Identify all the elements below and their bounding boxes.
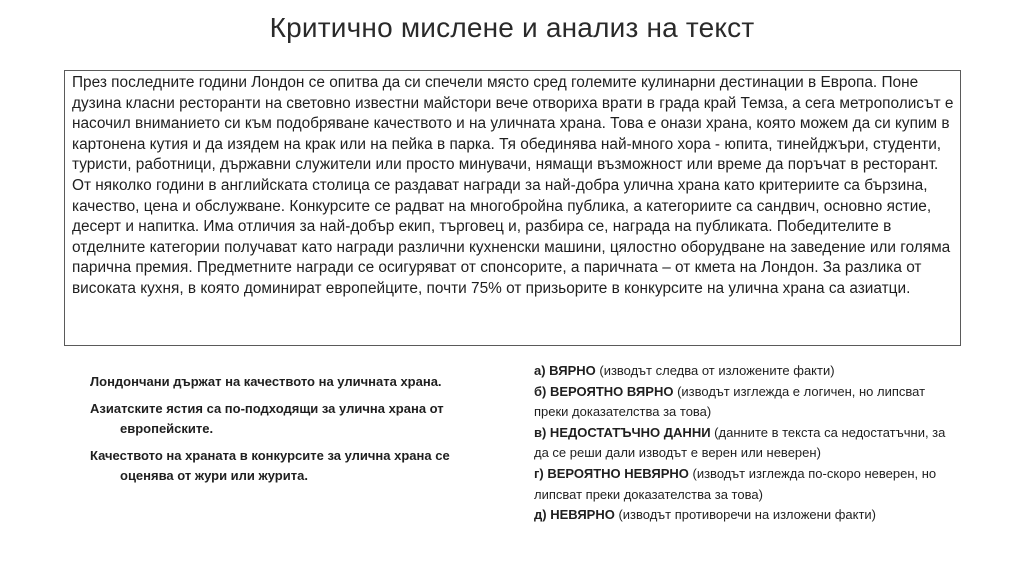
statement-item: Азиатските ястия са по-подходящи за улична храна от европейските. — [90, 401, 444, 436]
slide-title: Критично мислене и анализ на текст — [269, 12, 755, 43]
statement-item: Лондончани държат на качеството на уличната храна. — [90, 374, 442, 389]
answer-option-insufficient-data — [534, 423, 954, 464]
option-description: (изводът следва от изложените факти) — [595, 363, 835, 378]
answer-options-list — [534, 361, 954, 526]
option-description: (данните в текста са недостатъчни, за да се реши дали изводът е верен или неверен) — [534, 424, 946, 461]
option-description: (изводът противоречи на изложени факти) — [614, 507, 876, 523]
statement-item: Качеството на храната в конкурсите за улична храна се оценява от жури или журита. — [90, 448, 450, 483]
option-label: а) ВЯРНО — [534, 363, 596, 378]
option-description: (изводът изглежда по-скоро неверен, но липсват преки доказателства за това) — [534, 465, 937, 502]
answer-option-probably-true — [534, 382, 954, 423]
option-label: г) ВЕРОЯТНО НЕВЯРНО — [534, 465, 689, 481]
option-description: (изводът изглежда е логичен, но липсват преки доказателства за това) — [534, 383, 926, 420]
option-label: в) НЕДОСТАТЪЧНО ДАННИ — [534, 424, 711, 440]
statements-list — [90, 372, 450, 493]
reading-passage: През последните години Лондон се опитва да си спечели място сред големите кулинарни дестинации в Европа. Поне дузина класни ресторанти на световно известни майстори вече отвориха врати в града край Темза, а сега метрополисът е насочил вниманието си към подобряване качеството и на уличната храна. Това е онази храна, която можем да си купим в картонена кутия и да изядем на крак или на пейка в парка. Тя обединява най-много хора - юпита, тинейджъри, студенти, туристи, работници, държавни служители или просто минувачи, нямащи възможност или време да поръчат в ресторант. От няколко години в английската столица се раздават награди за най-добра улична храна като критериите са бързина, качество, цена и обслужване. Конкурсите се радват на многобройна публика, а категориите са сандвич, основно ястие, десерт и напитка. Има отличия за най-добър екип, търговец и, разбира се, награда на публиката. Победителите в отделните категории получават като награди различни кухненски машини, цялостно оборудване на заведение или голяма парична премия. Предметните награди се осигуряват от спонсорите, а паричната – от кмета на Лондон. За разлика от високата кухня, в която доминират европейците, почти 75% от призьорите в конкурсите на улична храна са азиатци. — [64, 70, 961, 346]
option-label: б) ВЕРОЯТНО ВЯРНО — [534, 383, 674, 399]
answer-option-true — [534, 361, 954, 382]
option-label: д) НЕВЯРНО — [534, 507, 615, 523]
answer-option-false — [534, 505, 954, 526]
answer-option-probably-false — [534, 464, 954, 505]
